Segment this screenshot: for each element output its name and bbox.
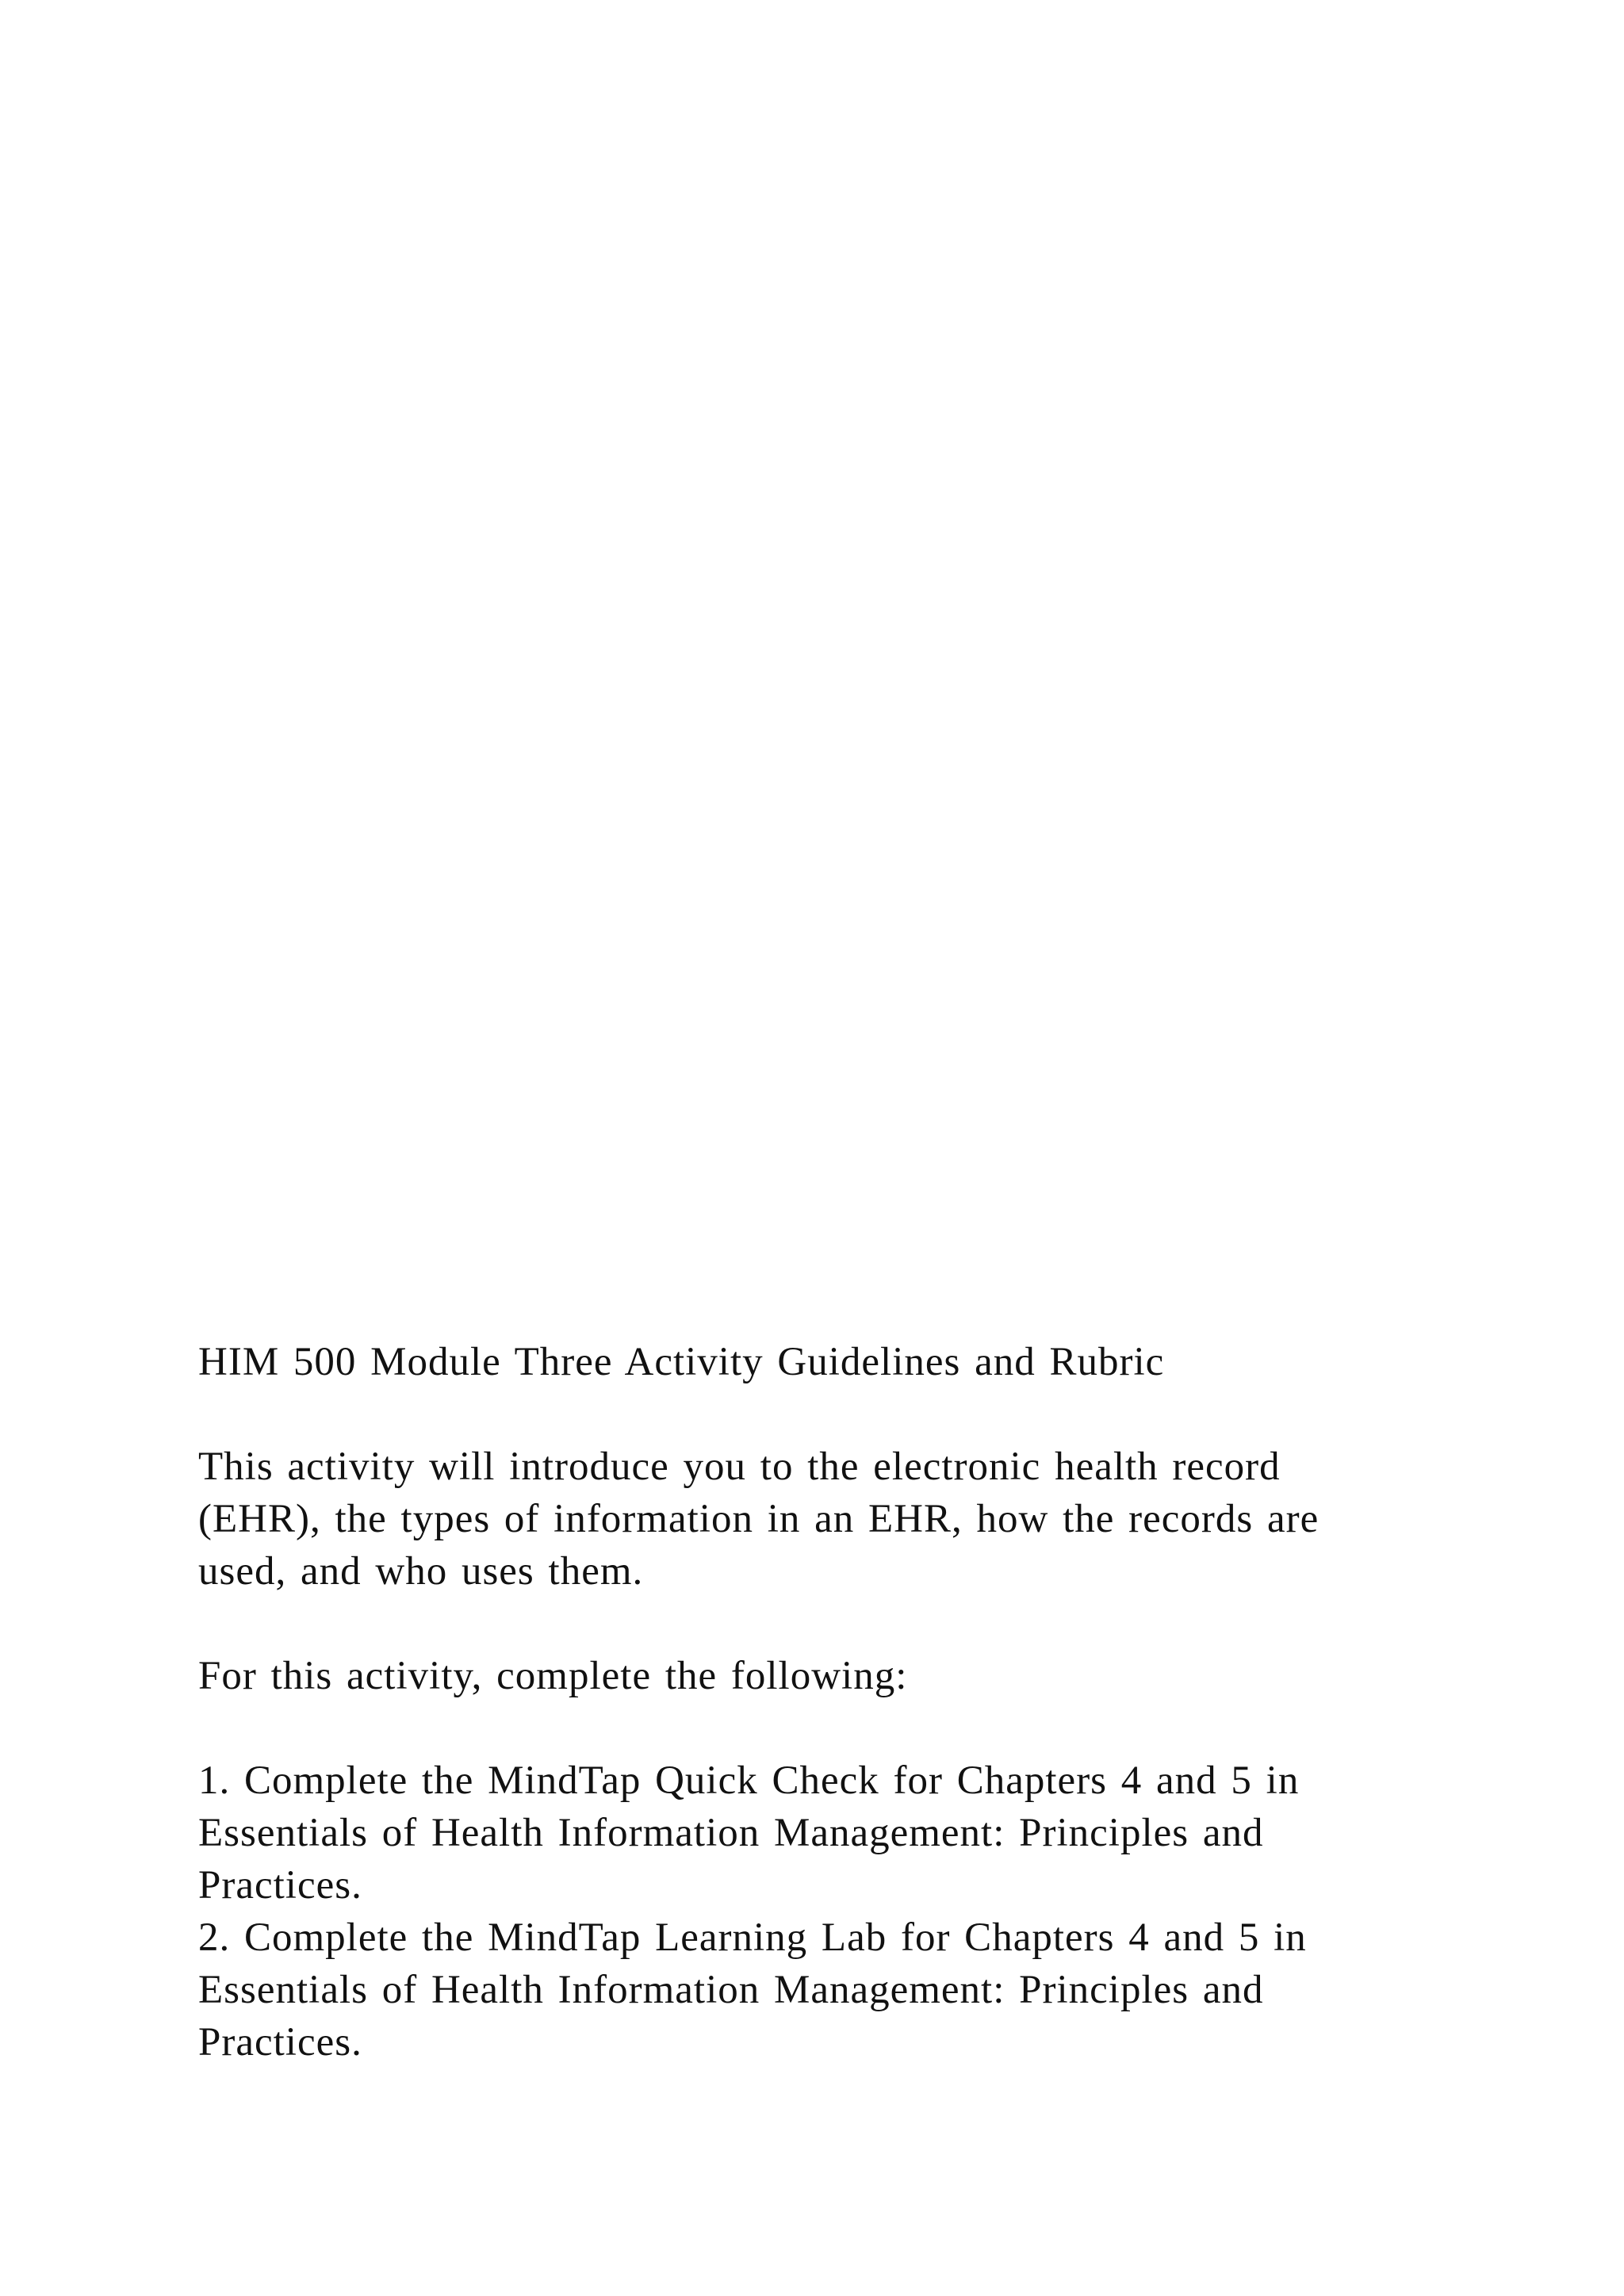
intro-line: This activity will introduce you to the electronic health record	[198, 1445, 1281, 1489]
list-item-line: 2. Complete the MindTap Learning Lab for Chapters 4 and 5 in	[198, 1915, 1307, 1960]
intro-paragraph	[198, 1441, 1467, 1598]
list-item-1	[198, 1755, 1467, 1911]
document-body	[198, 1336, 1467, 2068]
intro-line: used, and who uses them.	[198, 1549, 644, 1594]
spacer	[198, 1598, 1467, 1650]
spacer	[198, 1388, 1467, 1441]
list-item-2	[198, 1911, 1467, 2068]
list-item-line: Essentials of Health Information Management: Principles and	[198, 1968, 1264, 2012]
instruction-paragraph: For this activity, complete the following:	[198, 1654, 908, 1698]
spacer	[198, 1702, 1467, 1755]
document-title: HIM 500 Module Three Activity Guidelines and Rubric	[198, 1340, 1165, 1384]
list-item-line: Essentials of Health Information Management: Principles and	[198, 1811, 1264, 1855]
list-item-line: 1. Complete the MindTap Quick Check for Chapters 4 and 5 in	[198, 1758, 1300, 1803]
list-item-line: Practices.	[198, 1863, 362, 1908]
intro-line: (EHR), the types of information in an EHR, how the records are	[198, 1497, 1320, 1541]
list-item-line: Practices.	[198, 2020, 362, 2064]
